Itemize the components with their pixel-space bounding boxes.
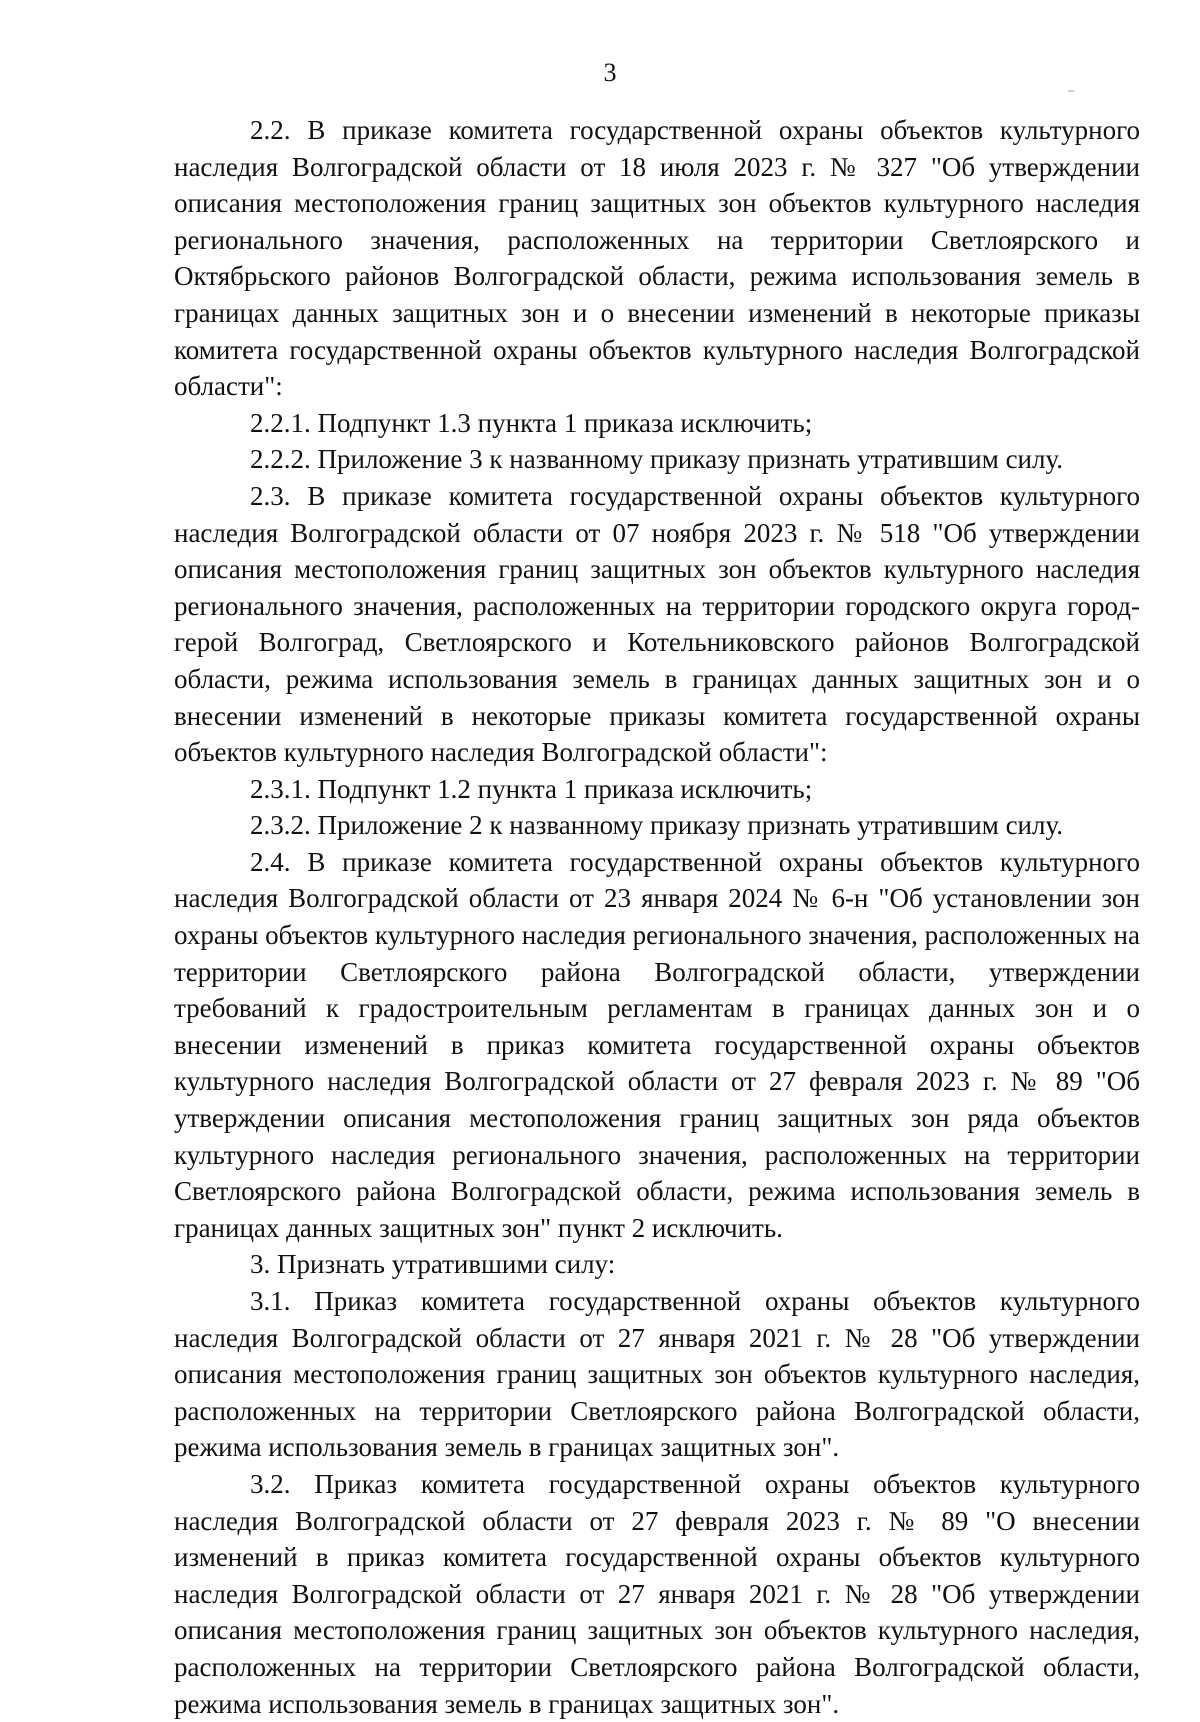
paragraph-2-3-1: 2.3.1. Подпункт 1.2 пункта 1 приказа исключить; (250, 773, 813, 804)
page-number: 3 (603, 58, 617, 87)
paragraph-2-3-2: 2.3.2. Приложение 2 к названному приказу признать утратившим силу. (250, 810, 1064, 841)
paragraph-2-4: 2.4. В приказе комитета государственной охраны объектов культурного наследия Волгоградской области от 23 января 2024 № 6-н "Об установлении зон охраны объектов культурного наследия регионального значения, расположенных на территории Светлоярского района Волгоградской области, утверждении требований к градостроительным регламентам в границах данных зон и о внесении изменений в приказ комитета государственной охраны объектов культурного наследия Волгоградской области от 27 февраля 2023 г. № 89 "Об утверждении описания местоположения границ защитных зон ряда объектов культурного наследия регионального значения, расположенных на территории Светлоярского района Волгоградской области, режима использования земель в границах данных защитных зон" пункт 2 исключить. (174, 846, 1140, 1243)
scan-mark (1068, 90, 1074, 92)
paragraph-2-3: 2.3. В приказе комитета государственной охраны объектов культурного наследия Волгоградской области от 07 ноября 2023 г. № 518 "Об утверждении описания местоположения границ защитных зон объектов культурного наследия регионального значения, расположенных на территории городского округа город-герой Волгоград, Светлоярского и Котельниковского районов Волгоградской области, режима использования земель в границах данных защитных зон и о внесении изменений в некоторые приказы комитета государственной охраны объектов культурного наследия Волгоградской области": (174, 480, 1140, 768)
paragraph-2-2-2: 2.2.2. Приложение 3 к названному приказу признать утратившим силу. (250, 444, 1064, 475)
paragraph-3: 3. Признать утратившими силу: (250, 1249, 616, 1280)
paragraph-2-2-1: 2.2.1. Подпункт 1.3 пункта 1 приказа исключить; (250, 407, 813, 438)
document-body (174, 112, 1140, 1722)
paragraph-3-2: 3.2. Приказ комитета государственной охраны объектов культурного наследия Волгоградской области от 27 февраля 2023 г. № 89 "О внесении изменений в приказ комитета государственной охраны объектов культурного наследия Волгоградской области от 27 января 2021 г. № 28 "Об утверждении описания местоположения границ защитных зон объектов культурного наследия, расположенных на территории Светлоярского района Волгоградской области, режима использования земель в границах защитных зон". (174, 1468, 1140, 1719)
paragraph-2-2: 2.2. В приказе комитета государственной охраны объектов культурного наследия Волгоградской области от 18 июля 2023 г. № 327 "Об утверждении описания местоположения границ защитных зон объектов культурного наследия регионального значения, расположенных на территории Светлоярского и Октябрьского районов Волгоградской области, режима использования земель в границах данных защитных зон и о внесении изменений в некоторые приказы комитета государственной охраны объектов культурного наследия Волгоградской области": (174, 115, 1140, 402)
paragraph-3-1: 3.1. Приказ комитета государственной охраны объектов культурного наследия Волгоградской области от 27 января 2021 г. № 28 "Об утверждении описания местоположения границ защитных зон объектов культурного наследия, расположенных на территории Светлоярского района Волгоградской области, режима использования земель в границах защитных зон". (174, 1286, 1140, 1463)
